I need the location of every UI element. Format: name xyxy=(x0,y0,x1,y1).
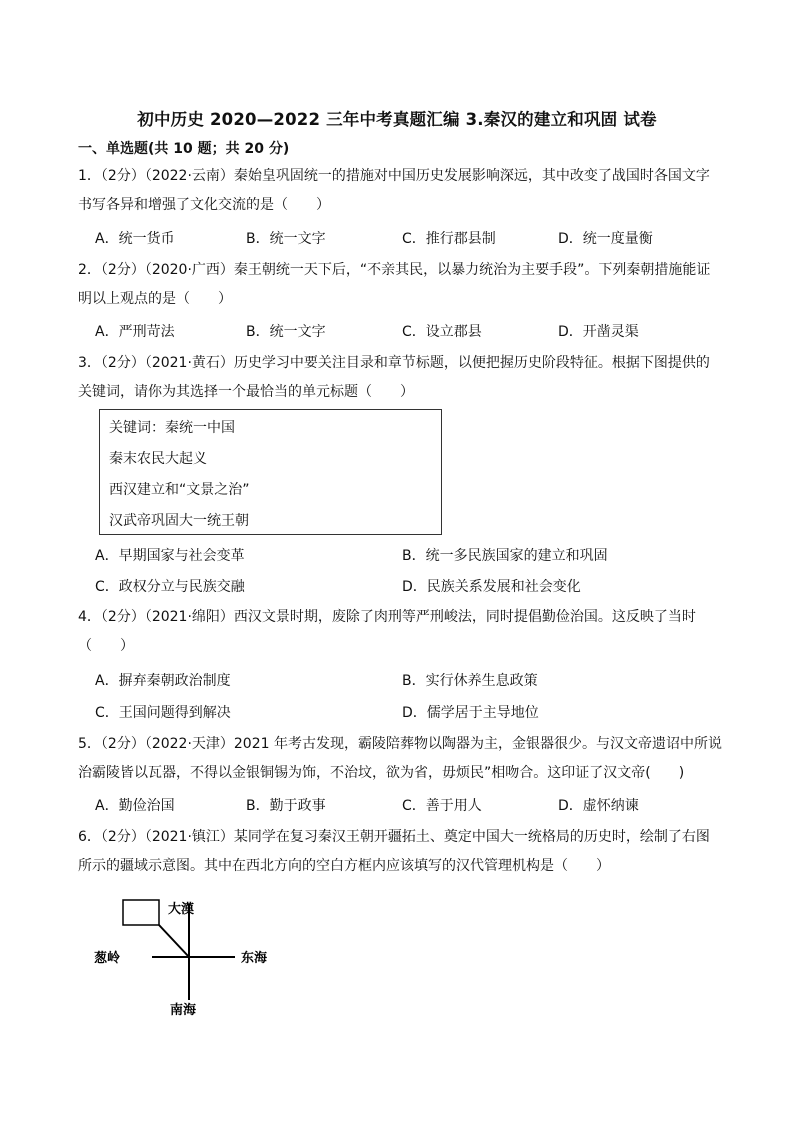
q5-option-d[interactable]: D．虚怀纳谏 xyxy=(558,798,639,814)
q2-option-d[interactable]: D．开凿灵渠 xyxy=(558,324,639,340)
question-2-text: 2．（2分）（2020·广西）秦王朝统一天下后，“不亲其民，以暴力统治为主要手段”。下列秦朝措施能证明以上观点的是（ ） xyxy=(78,262,711,307)
question-4-options-row-1 xyxy=(95,670,735,692)
q3-option-c[interactable]: C．政权分立与民族交融 xyxy=(95,579,245,595)
q4-option-a[interactable]: A．摒弃秦朝政治制度 xyxy=(95,673,231,689)
q1-option-b[interactable]: B．统一文字 xyxy=(246,231,326,247)
question-5-text: 5．（2分）（2022·天津）2021 年考古发现，霸陵陪葬物以陶器为主，金银器很少。与汉文帝遗诏中所说治霸陵皆以瓦器，不得以金银铜锡为饰，不治坟，欲为省，毋烦民”相吻合。这印证了汉文帝( ) xyxy=(78,736,722,781)
question-3-text: 3．（2分）（2021·黄石）历史学习中要关注目录和章节标题，以便把握历史阶段特征。根据下图提供的关键词，请你为其选择一个最恰当的单元标题（ ） xyxy=(78,355,710,400)
q4-option-d[interactable]: D．儒学居于主导地位 xyxy=(402,705,539,721)
question-2-options xyxy=(95,321,735,343)
keyword-line-2: 秦末农民大起义 xyxy=(109,451,207,467)
territory-diagram xyxy=(90,888,290,1018)
q2-option-b[interactable]: B．统一文字 xyxy=(246,324,326,340)
q5-option-c[interactable]: C．善于用人 xyxy=(402,798,482,814)
q2-option-c[interactable]: C．设立郡县 xyxy=(402,324,482,340)
question-6-text: 6．（2分）（2021·镇江）某同学在复习秦汉王朝开疆拓土、奠定中国大一统格局的历史时，绘制了右图所示的疆域示意图。其中在西北方向的空白方框内应该填写的汉代管理机构是（ ） xyxy=(78,829,710,874)
question-3-options-row-2 xyxy=(95,576,735,598)
question-1-text: 1．（2分）（2022·云南）秦始皇巩固统一的措施对中国历史发展影响深远，其中改变了战国时各国文字书写各异和增强了文化交流的是（ ） xyxy=(78,168,710,213)
q4-option-b[interactable]: B．实行休养生息政策 xyxy=(402,673,538,689)
q5-option-b[interactable]: B．勤于政事 xyxy=(246,798,326,814)
label-east: 东海 xyxy=(241,951,268,966)
label-north: 大漠 xyxy=(168,902,195,917)
q3-option-b[interactable]: B．统一多民族国家的建立和巩固 xyxy=(402,548,608,564)
q4-option-c[interactable]: C．王国问题得到解决 xyxy=(95,705,231,721)
q1-option-c[interactable]: C．推行郡县制 xyxy=(402,231,496,247)
q1-option-d[interactable]: D．统一度量衡 xyxy=(558,231,653,247)
keyword-line-3: 西汉建立和“文景之治” xyxy=(109,482,250,498)
q5-option-a[interactable]: A．勤俭治国 xyxy=(95,798,175,814)
northwest-connector xyxy=(159,925,189,957)
q1-option-a[interactable]: A．统一货币 xyxy=(95,231,175,247)
keyword-line-1: 关键词：秦统一中国 xyxy=(109,420,235,436)
section-heading: 一、单选题(共 10 题；共 20 分) xyxy=(78,141,290,157)
question-3-options-row-1 xyxy=(95,545,735,567)
q3-option-d[interactable]: D．民族关系发展和社会变化 xyxy=(402,579,581,595)
q3-option-a[interactable]: A．早期国家与社会变革 xyxy=(95,548,245,564)
keyword-box xyxy=(99,409,442,535)
keyword-line-4: 汉武帝巩固大一统王朝 xyxy=(109,513,249,529)
q2-option-a[interactable]: A．严刑苛法 xyxy=(95,324,175,340)
blank-answer-box xyxy=(123,900,159,925)
page-title: 初中历史 2020—2022 三年中考真题汇编 3.秦汉的建立和巩固 试卷 xyxy=(137,110,657,129)
question-4-options-row-2 xyxy=(95,702,735,724)
question-4-text: 4．（2分）（2021·绵阳）西汉文景时期，废除了肉刑等严刑峻法，同时提倡勤俭治国。这反映了当时（ ） xyxy=(78,609,696,654)
question-5-options xyxy=(95,795,735,817)
label-south: 南海 xyxy=(170,1003,197,1018)
question-1-options xyxy=(95,228,735,250)
label-west: 葱岭 xyxy=(94,951,121,966)
